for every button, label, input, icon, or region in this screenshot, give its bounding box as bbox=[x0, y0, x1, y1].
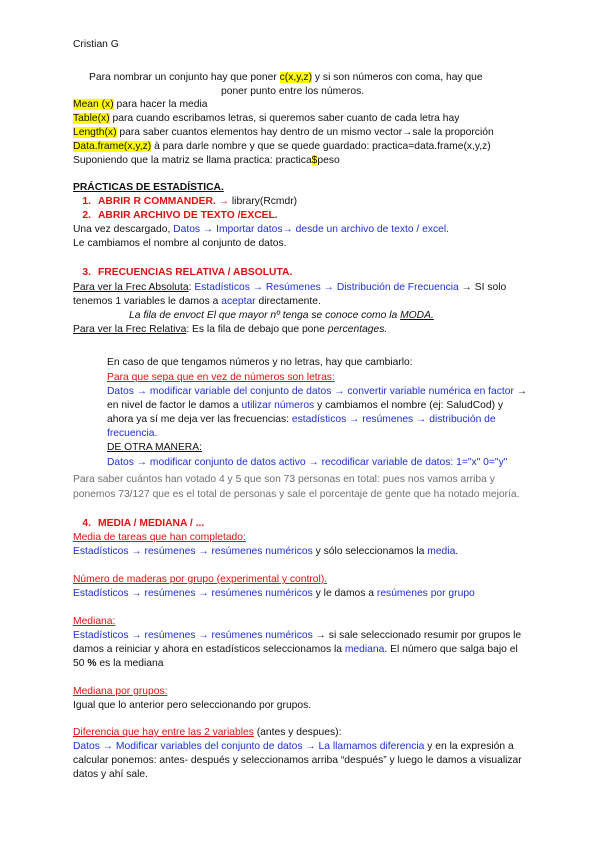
colon: : bbox=[188, 282, 195, 293]
mediana-grupos-label: Mediana por grupos: bbox=[73, 686, 168, 697]
matrix-text-post: peso bbox=[317, 155, 340, 166]
media-word: media bbox=[427, 546, 456, 557]
function-desc: para cuando escribamos letras, si queremos saber cuanto de cada letra hay bbox=[109, 113, 460, 124]
item-title: ABRIR ARCHIVO DE TEXTO /EXCEL. bbox=[98, 210, 278, 221]
arrow: → bbox=[513, 386, 528, 397]
numbers-note-line-3 bbox=[107, 385, 527, 399]
mediana-line-2 bbox=[73, 643, 518, 657]
mediana-label: Mediana: bbox=[73, 616, 116, 627]
intro-text: Para nombrar un conjunto hay que poner bbox=[89, 72, 280, 83]
numbers-note-line-1: En caso de que tengamos números y no letras, hay que cambiarlo: bbox=[107, 357, 413, 368]
item-rest: library(Rcmdr) bbox=[231, 196, 298, 207]
item-2 bbox=[73, 209, 278, 223]
diferencia-text: (antes y despues): bbox=[253, 727, 342, 738]
intro-text-post: y si son números con coma, hay que bbox=[312, 72, 483, 83]
maderas-label: Número de maderas por grupo (experimental y control). bbox=[73, 574, 328, 585]
import-path: Datos → Importar datos→ desde un archivo de texto / excel. bbox=[173, 224, 450, 235]
numbers-note-line-6: frecuencia. bbox=[107, 428, 158, 439]
function-mean bbox=[73, 98, 208, 112]
mediana-text-post: . El número que salga bajo el bbox=[384, 644, 518, 655]
mediana-line-1 bbox=[73, 629, 521, 643]
frec-rel-line bbox=[73, 323, 387, 337]
section-title: PRÁCTICAS DE ESTADÍSTICA. bbox=[73, 182, 224, 193]
item-number: 4. bbox=[82, 518, 91, 529]
recode-path: Datos → modificar conjunto de datos activo → recodificar variable de datos: 1="x" 0="y" bbox=[107, 457, 508, 468]
item-number: 3. bbox=[82, 267, 91, 278]
mediana-text: damos a reiniciar y ahora en estadísticos seleccionamos la bbox=[73, 644, 345, 655]
intro-line-1 bbox=[89, 71, 483, 85]
moda-word: MODA. bbox=[400, 310, 434, 321]
mediana-line-3 bbox=[73, 657, 163, 671]
item-title: MEDIA / MEDIANA / ... bbox=[98, 518, 205, 529]
item-title: ABRIR R COMMANDER. bbox=[98, 196, 216, 207]
frec-abs-line-2 bbox=[73, 295, 321, 309]
percent-sign: % bbox=[87, 658, 97, 669]
diferencia-line-1 bbox=[73, 726, 341, 740]
resumenes-por-grupo: resúmenes por grupo bbox=[376, 588, 475, 599]
aceptar-word: aceptar bbox=[221, 296, 256, 307]
media-tareas-line bbox=[73, 545, 458, 559]
note-text: en nivel de factor le damos a bbox=[107, 400, 242, 411]
frec-rel-text: : Es la fila de debajo que pone bbox=[186, 324, 328, 335]
import-line bbox=[73, 223, 449, 237]
frec-abs-post: → SI solo bbox=[458, 282, 507, 293]
convert-path: Datos → modificar variable del conjunto de datos → convertir variable numérica en factor bbox=[107, 386, 514, 397]
function-table bbox=[73, 112, 459, 126]
diferencia-line-4: datos y ahí sale. bbox=[73, 769, 148, 780]
item-number: 2. bbox=[82, 210, 91, 221]
note-text: ahora ya sí me deja ver las frecuencias: bbox=[107, 414, 292, 425]
author-name: Cristian G bbox=[73, 39, 119, 50]
media-tareas-label: Media de tareas que han completado: bbox=[73, 532, 246, 543]
dollar-sign: $ bbox=[311, 155, 318, 166]
function-code: Length(x) bbox=[73, 127, 117, 138]
frec-abs-line-1 bbox=[73, 281, 506, 295]
percentages-word: percentages. bbox=[327, 324, 388, 335]
resumenes-path: Estadísticos → resúmenes → resúmenes numéricos bbox=[73, 588, 313, 599]
intro-code: c(x,y,z) bbox=[279, 72, 313, 83]
function-code: Mean (x) bbox=[73, 99, 114, 110]
function-desc: para saber cuantos elementos hay dentro de un mismo vector→sale la proporción bbox=[116, 127, 494, 138]
diferencia-label: Diferencia que hay entre las 2 variables bbox=[73, 727, 254, 738]
arrow: → bbox=[215, 196, 232, 207]
use-numbers-word: utilizar números bbox=[241, 400, 315, 411]
intro-line-2: poner punto entre los números. bbox=[221, 86, 365, 97]
maderas-text: y le damos a bbox=[312, 588, 377, 599]
function-desc: à para darle nombre y que se quede guardado: practica=data.frame(x,y,z) bbox=[151, 141, 491, 152]
numbers-note-line-4 bbox=[107, 399, 503, 413]
resumenes-path: Estadísticos → resúmenes → resúmenes numéricos bbox=[73, 546, 313, 557]
diferencia-line-3: calcular ponemos: antes- después y seleccionamos arriba “después” y luego le damos a visualizar bbox=[73, 755, 522, 766]
import-text: Una vez descargado, bbox=[73, 224, 174, 235]
matrix-text: Suponiendo que la matriz se llama practica: practica bbox=[73, 155, 312, 166]
rename-line: Le cambiamos el nombre al conjunto de datos. bbox=[73, 238, 287, 249]
media-text: y sólo seleccionamos la bbox=[312, 546, 428, 557]
item-3 bbox=[73, 266, 292, 280]
diferencia-text-post: y en la expresión a bbox=[424, 741, 514, 752]
mediana-text-post: es la mediana bbox=[96, 658, 164, 669]
function-dataframe bbox=[73, 140, 491, 154]
envoct-text: La fila de envoct El que mayor nº tenga se conoce como la bbox=[129, 310, 401, 321]
resumenes-path: Estadísticos → resúmenes → resúmenes numéricos bbox=[73, 630, 313, 641]
gray-note-line-2: ponemos 73/127 que es el total de personas y sale el porcentaje de gente que ha notado mejoría. bbox=[73, 489, 520, 500]
mediana-word: mediana bbox=[344, 644, 385, 655]
numbers-note-line-5 bbox=[107, 413, 496, 427]
function-code: Table(x) bbox=[73, 113, 110, 124]
note-text-post: y cambiamos el nombre (ej: SaludCod) y bbox=[314, 400, 504, 411]
matrix-line bbox=[73, 154, 340, 168]
numbers-note-link: Para que sepa que en vez de números son letras: bbox=[107, 372, 335, 383]
item-1 bbox=[73, 195, 297, 209]
diferencia-path: Datos → Modificar variables del conjunto de datos → La llamamos diferencia bbox=[73, 741, 425, 752]
frec-abs-label: Para ver la Frec Absoluta bbox=[73, 282, 189, 293]
function-length bbox=[73, 126, 494, 140]
item-4 bbox=[73, 517, 204, 531]
envoct-line bbox=[129, 309, 434, 323]
maderas-line bbox=[73, 587, 475, 601]
mediana-grupos-text: Igual que lo anterior pero seleccionando por grupos. bbox=[73, 700, 312, 711]
freq-path: estadísticos → resúmenes → distribución de bbox=[291, 414, 496, 425]
diferencia-line-2 bbox=[73, 740, 514, 754]
frec-abs-text: tenemos 1 variables le damos a bbox=[73, 296, 222, 307]
item-number: 1. bbox=[82, 196, 91, 207]
frec-rel-label: Para ver la Frec Relativa bbox=[73, 324, 187, 335]
function-code: Data.frame(x,y,z) bbox=[73, 141, 152, 152]
mediana-text: 50 bbox=[73, 658, 88, 669]
mediana-text: → si sale seleccionado resumir por grupos le bbox=[312, 630, 522, 641]
period: . bbox=[455, 546, 459, 557]
other-way-heading: DE OTRA MANERA: bbox=[107, 442, 202, 453]
item-title: FRECUENCIAS RELATIVA / ABSOLUTA. bbox=[98, 267, 293, 278]
function-desc: para hacer la media bbox=[113, 99, 208, 110]
frec-abs-text-post: directamente. bbox=[255, 296, 321, 307]
gray-note-line-1: Para saber cuántos han votado 4 y 5 que son 73 personas en total: pues nos vamos arriba y bbox=[73, 474, 495, 485]
frec-abs-path: Estadísticos → Resúmenes → Distribución de Frecuencia bbox=[194, 282, 459, 293]
